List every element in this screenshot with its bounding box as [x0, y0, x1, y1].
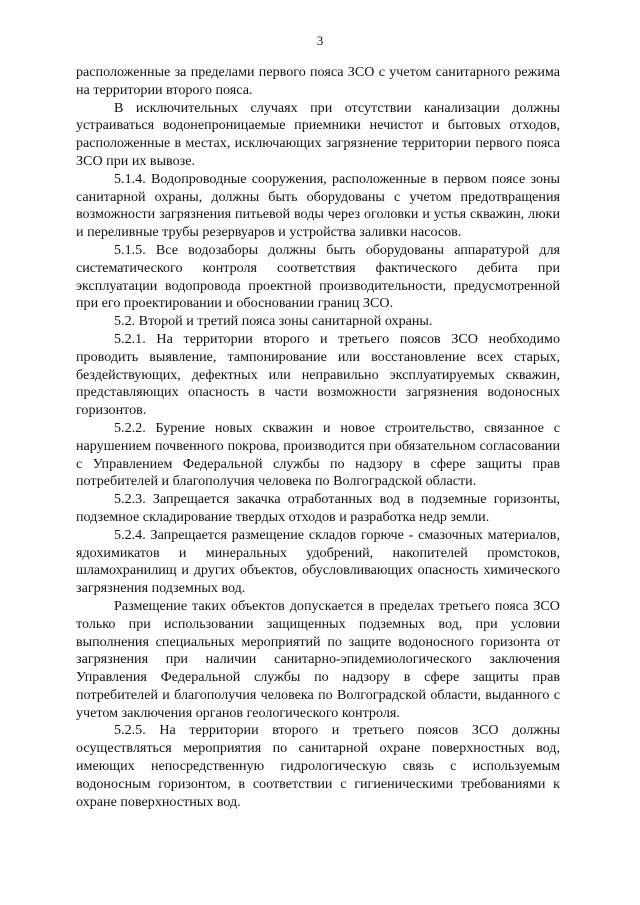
paragraph-5-2-1: 5.2.1. На территории второго и третьего поясов ЗСО необходимо проводить выявление, тампонирование или восстановление всех старых, бездействующих, дефектных или неправильно эксплуатируемых скважин, представляющих опасность в части возможности загрязнения водоносных горизонтов. [76, 330, 560, 419]
paragraph-continuation: расположенные за пределами первого пояса ЗСО с учетом санитарного режима на территории второго пояса. [76, 64, 560, 98]
page-number: 3 [316, 33, 324, 48]
paragraph-5-2-3: 5.2.3. Запрещается закачка отработанных вод в подземные горизонты, подземное складирование твердых отходов и разработка недр земли. [76, 491, 560, 525]
paragraph-5-2-5: 5.2.5. На территории второго и третьего поясов ЗСО должны осуществляться мероприятия по санитарной охране поверхностных вод, имеющих непосредственную гидрологическую связь с используемым водоносным горизонтом, в соответствии с гигиеническими требованиями к охране поверхностных вод. [76, 722, 560, 810]
paragraph-sewage-exception: В исключительных случаях при отсутствии канализации должны устраиваться водонепроницаемые приемники нечистот и бытовых отходов, расположенные в местах, исключающих загрязнение территории первого пояса ЗСО при их вывозе. [76, 99, 560, 169]
paragraph-placement-conditions: Размещение таких объектов допускается в пределах третьего пояса ЗСО только при использовании защищенных подземных вод, при условии выполнения специальных мероприятий по защите водоносного горизонта от загрязнения при наличии санитарно-эпидемиологического заключения Управления Федеральной службы по надзору в сфере защиты прав потребителей и благополучия человека по Волгоградской области, выданного с учетом заключения органов геологического контроля. [76, 597, 560, 721]
paragraph-5-1-4: 5.1.4. Водопроводные сооружения, расположенные в первом поясе зоны санитарной охраны, должны быть оборудованы с учетом предотвращения возможности загрязнения питьевой воды через оголовки и устья скважин, люки и переливные трубы резервуаров и устройства заливки насосов. [76, 170, 560, 241]
document-body [76, 64, 560, 811]
paragraph-5-2-4: 5.2.4. Запрещается размещение складов горюче - смазочных материалов, ядохимикатов и минеральных удобрений, накопителей промстоков, шламохранилищ и других объектов, обусловливающих опасность химического загрязнения подземных вод. [76, 526, 560, 597]
paragraph-5-2-2: 5.2.2. Бурение новых скважин и новое строительство, связанное с нарушением почвенного покрова, производится при обязательном согласовании с Управлением Федеральной службы по надзору в сфере защиты прав потребителей и благополучия человека по Волгоградской области. [76, 419, 560, 490]
paragraph-5-2: 5.2. Второй и третий пояса зоны санитарной охраны. [114, 313, 433, 330]
paragraph-5-1-5: 5.1.5. Все водозаборы должны быть оборудованы аппаратурой для систематического контроля соответствия фактического дебита при эксплуатации водопровода проектной производительности, предусмотренной при его проектировании и обосновании границ ЗСО. [76, 241, 560, 312]
